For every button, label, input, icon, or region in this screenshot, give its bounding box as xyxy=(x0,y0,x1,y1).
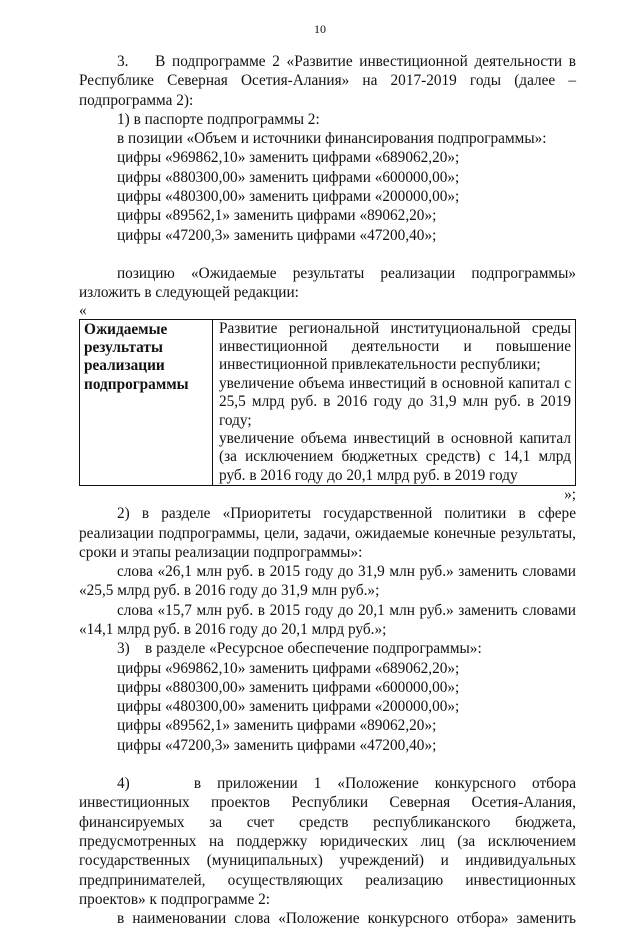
last-line: в наименовании слова «Положение конкурсного отбора» заменить xyxy=(117,910,576,928)
opening-quote: « xyxy=(79,301,87,319)
item1-heading: 1) в паспорте подпрограммы 2: xyxy=(117,110,320,128)
table-paragraph: увеличение объема инвестиций в основной капитал (за исключением бюджетных средств) с 14,1 млрд руб. в 2016 году до 20,1 млрд руб. в 2019 году xyxy=(219,430,571,484)
table-row xyxy=(80,319,576,486)
passport-table xyxy=(79,319,576,487)
item2-paragraph: 2) в разделе «Приоритеты государственной политики в сфере реализации подпрограммы, цели, задачи, ожидаемые конечные результаты, сроки и этапы реализации подпрограммы»: xyxy=(79,505,576,561)
position2-line: позицию «Ожидаемые результаты реализации подпрограммы» xyxy=(117,264,576,282)
replacement-list xyxy=(79,148,576,244)
position-intro: в позиции «Объем и источники финансирования подпрограммы»: xyxy=(117,130,547,148)
spacer xyxy=(79,245,576,264)
spacer xyxy=(79,755,576,774)
table-paragraph: Развитие региональной институциональной среды инвестиционной деятельности и повышение инвестиционной привлекательности республики; xyxy=(219,319,571,374)
words-replacement: слова «15,7 млн руб. в 2015 году до 20,1 млн руб.» заменить словами «14,1 млрд руб. в 2016 году до 20,1 млрд руб.»; xyxy=(79,601,576,638)
table-label-cell: Ожидаемые результаты реализации подпрограммы xyxy=(80,319,213,486)
item4-paragraph: 4) в приложении 1 «Положение конкурсного отбора инвестиционных проектов Республики Северная Осетия-Алания, финансируемых за счет средств республиканского бюджета, предусмотренных на поддержку юридических лиц (за исключением государственных (муниципальных) учреждений) и индивидуальных предпринимателей, осуществляющих реализацию инвестиционных проектов» к подпрограмме 2: xyxy=(79,775,576,908)
position2-line: изложить в следующей редакции: xyxy=(79,284,299,302)
replacement-item: цифры «89562,1» заменить цифрами «89062,20»; xyxy=(117,207,437,225)
table-paragraph: увеличение объема инвестиций в основной капитал с 25,5 млрд руб. в 2016 году до 31,9 млн руб. в 2019 году; xyxy=(219,374,571,429)
item3-heading: 3) в разделе «Ресурсное обеспечение подпрограммы»: xyxy=(117,640,482,658)
page-number: 10 xyxy=(314,22,326,36)
document-body xyxy=(79,52,576,928)
replacement-item: цифры «480300,00» заменить цифрами «200000,00»; xyxy=(117,698,460,716)
replacement-item: цифры «880300,00» заменить цифрами «600000,00»; xyxy=(117,678,460,696)
section3-intro-line: 3. В подпрограмме 2 «Развитие инвестиционной деятельности в xyxy=(117,53,576,70)
replacement-item: цифры «969862,10» заменить цифрами «689062,20»; xyxy=(117,659,460,677)
words-replacement: слова «26,1 млн руб. в 2015 году до 31,9 млн руб.» заменить словами «25,5 млрд руб. в 2016 году до 31,9 млн руб.»; xyxy=(79,563,576,600)
replacement-list-2 xyxy=(79,659,576,755)
replacement-item: цифры «47200,3» заменить цифрами «47200,40»; xyxy=(117,736,437,754)
section3-intro-line: подпрограмма 2): xyxy=(79,91,194,109)
table-value-cell xyxy=(213,319,576,486)
replacement-item: цифры «47200,3» заменить цифрами «47200,40»; xyxy=(117,226,437,244)
closing-quote: »; xyxy=(564,486,576,504)
replacement-item: цифры «89562,1» заменить цифрами «89062,20»; xyxy=(117,717,437,735)
replacement-item: цифры «880300,00» заменить цифрами «600000,00»; xyxy=(117,168,460,186)
replacement-item: цифры «969862,10» заменить цифрами «689062,20»; xyxy=(117,149,460,167)
replacement-item: цифры «480300,00» заменить цифрами «200000,00»; xyxy=(117,188,460,206)
section3-intro-line: Республике Северная Осетия-Алания» на 2017-2019 годы (далее – xyxy=(79,72,576,90)
